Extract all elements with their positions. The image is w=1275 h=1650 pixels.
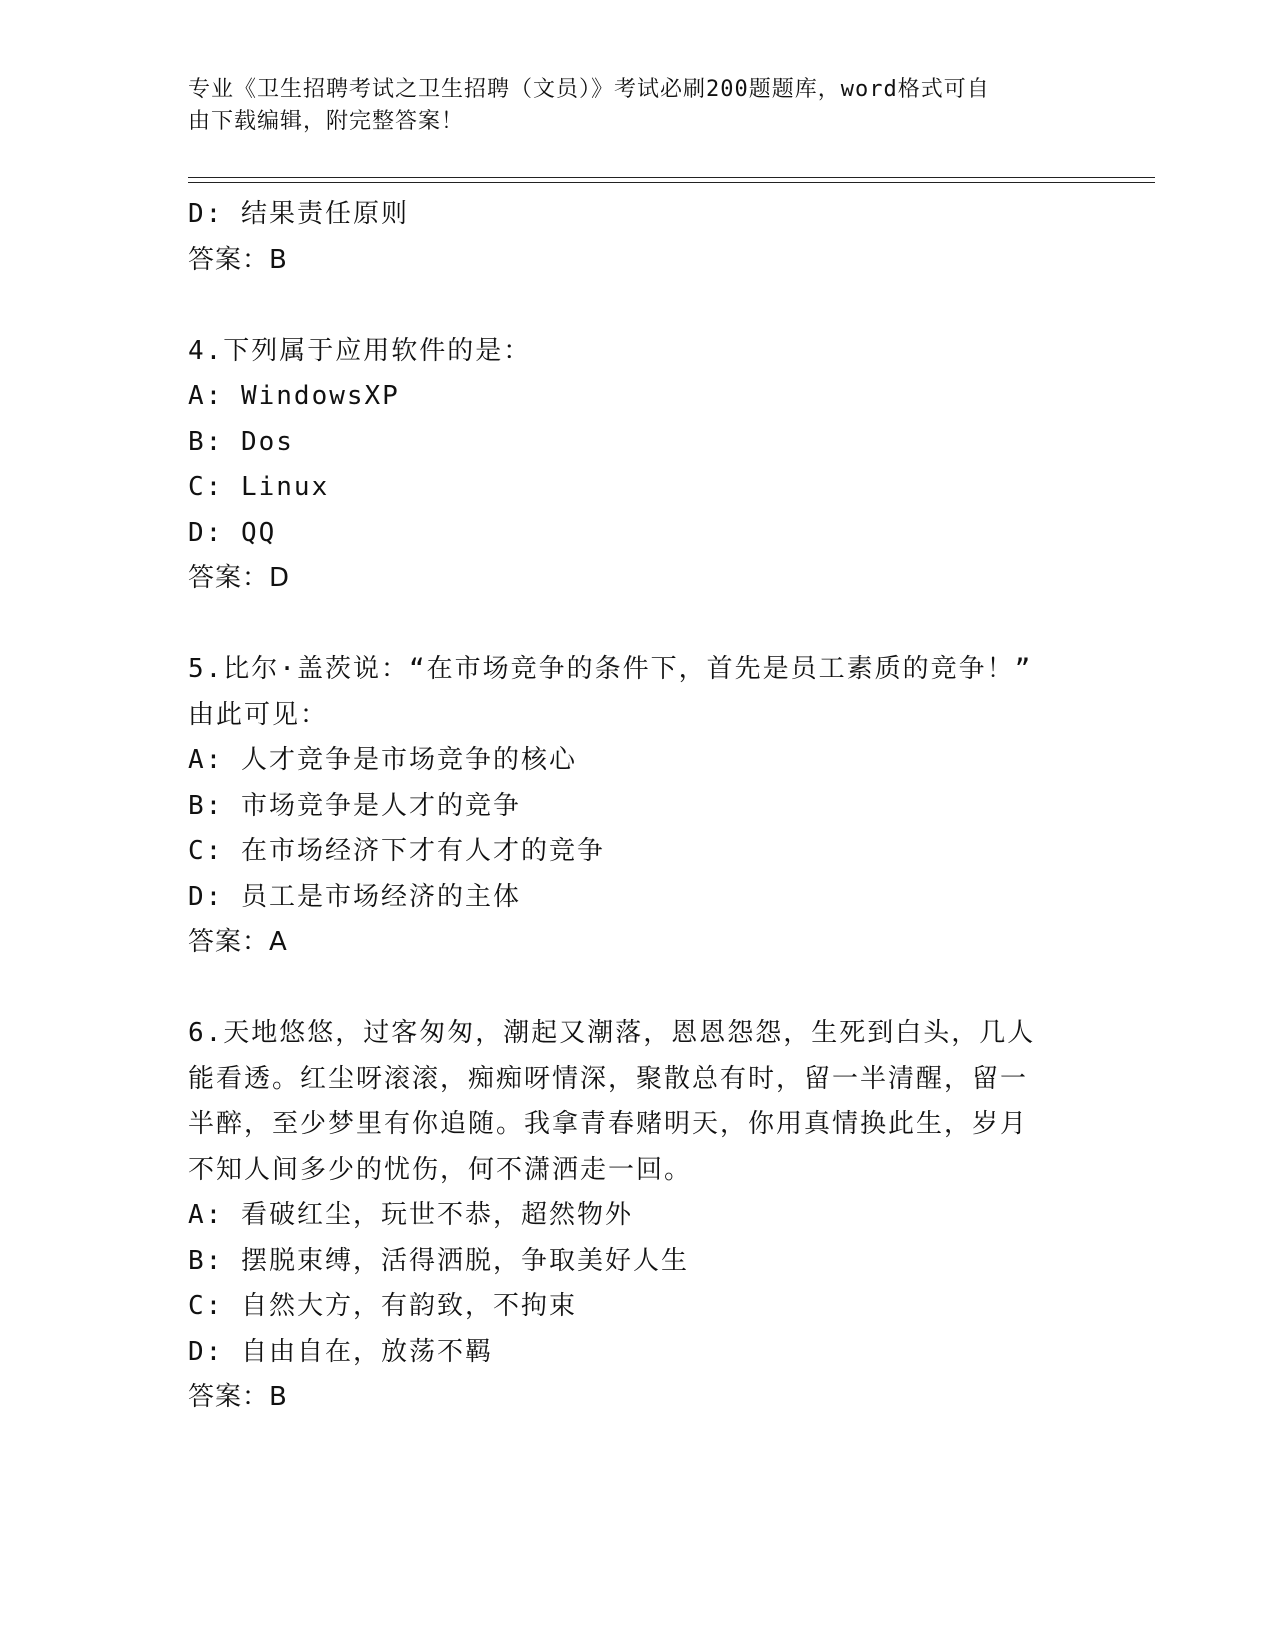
header-divider-bottom bbox=[188, 182, 1155, 183]
option-c: C: 在市场经济下才有人才的竞争 bbox=[188, 836, 605, 866]
header-divider-top bbox=[188, 177, 1155, 178]
option-a: A: 人才竞争是市场竞争的核心 bbox=[188, 745, 577, 775]
option-a: A: WindowsXP bbox=[188, 381, 400, 411]
answer-line: 答案：B bbox=[188, 244, 288, 275]
header-line-1: 专业《卫生招聘考试之卫生招聘（文员）》考试必刷200题题库，word格式可自 bbox=[188, 77, 990, 102]
answer-line: 答案：D bbox=[188, 563, 291, 593]
question-3-tail bbox=[188, 192, 1088, 283]
question-stem: 4.下列属于应用软件的是： bbox=[188, 335, 532, 366]
option-b: B: Dos bbox=[188, 426, 294, 457]
question-stem-line-2: 由此可见： bbox=[188, 699, 329, 730]
question-5 bbox=[188, 647, 1088, 966]
question-6 bbox=[188, 1011, 1088, 1421]
option-a: A: 看破红尘，玩世不恭，超然物外 bbox=[188, 1200, 633, 1230]
question-stem-line-3: 半醉，至少梦里有你追随。我拿青春赌明天，你用真情换此生，岁月 bbox=[188, 1109, 1029, 1139]
spacer bbox=[188, 283, 1088, 329]
header-line-2: 由下载编辑，附完整答案！ bbox=[188, 109, 465, 134]
question-stem-line-4: 不知人间多少的忧伤，何不潇洒走一回。 bbox=[188, 1154, 693, 1185]
spacer bbox=[188, 966, 1088, 1012]
answer-line: 答案：B bbox=[188, 1382, 288, 1412]
option-d: D: 自由自在，放荡不羁 bbox=[188, 1336, 493, 1367]
question-stem-line-1: 5.比尔·盖茨说：“在市场竞争的条件下，首先是员工素质的竞争！” bbox=[188, 654, 1033, 684]
question-stem-line-2: 能看透。红尘呀滚滚，痴痴呀情深，聚散总有时，留一半清醒，留一 bbox=[188, 1063, 1029, 1094]
option-b: B: 摆脱束缚，活得洒脱，争取美好人生 bbox=[188, 1245, 689, 1276]
spacer bbox=[188, 602, 1088, 648]
option-b: B: 市场竞争是人才的竞争 bbox=[188, 790, 521, 821]
option-c: C: Linux bbox=[188, 472, 330, 502]
option-d: D: QQ bbox=[188, 517, 277, 548]
question-4 bbox=[188, 329, 1088, 602]
document-header bbox=[188, 74, 1068, 138]
question-list bbox=[188, 192, 1088, 1421]
answer-line: 答案：A bbox=[188, 927, 288, 957]
option-d: D: 结果责任原则 bbox=[188, 199, 409, 229]
option-d: D: 员工是市场经济的主体 bbox=[188, 881, 521, 912]
question-stem-line-1: 6.天地悠悠，过客匆匆，潮起又潮落，恩恩怨怨，生死到白头，几人 bbox=[188, 1018, 1036, 1048]
option-c: C: 自然大方，有韵致，不拘束 bbox=[188, 1291, 577, 1321]
